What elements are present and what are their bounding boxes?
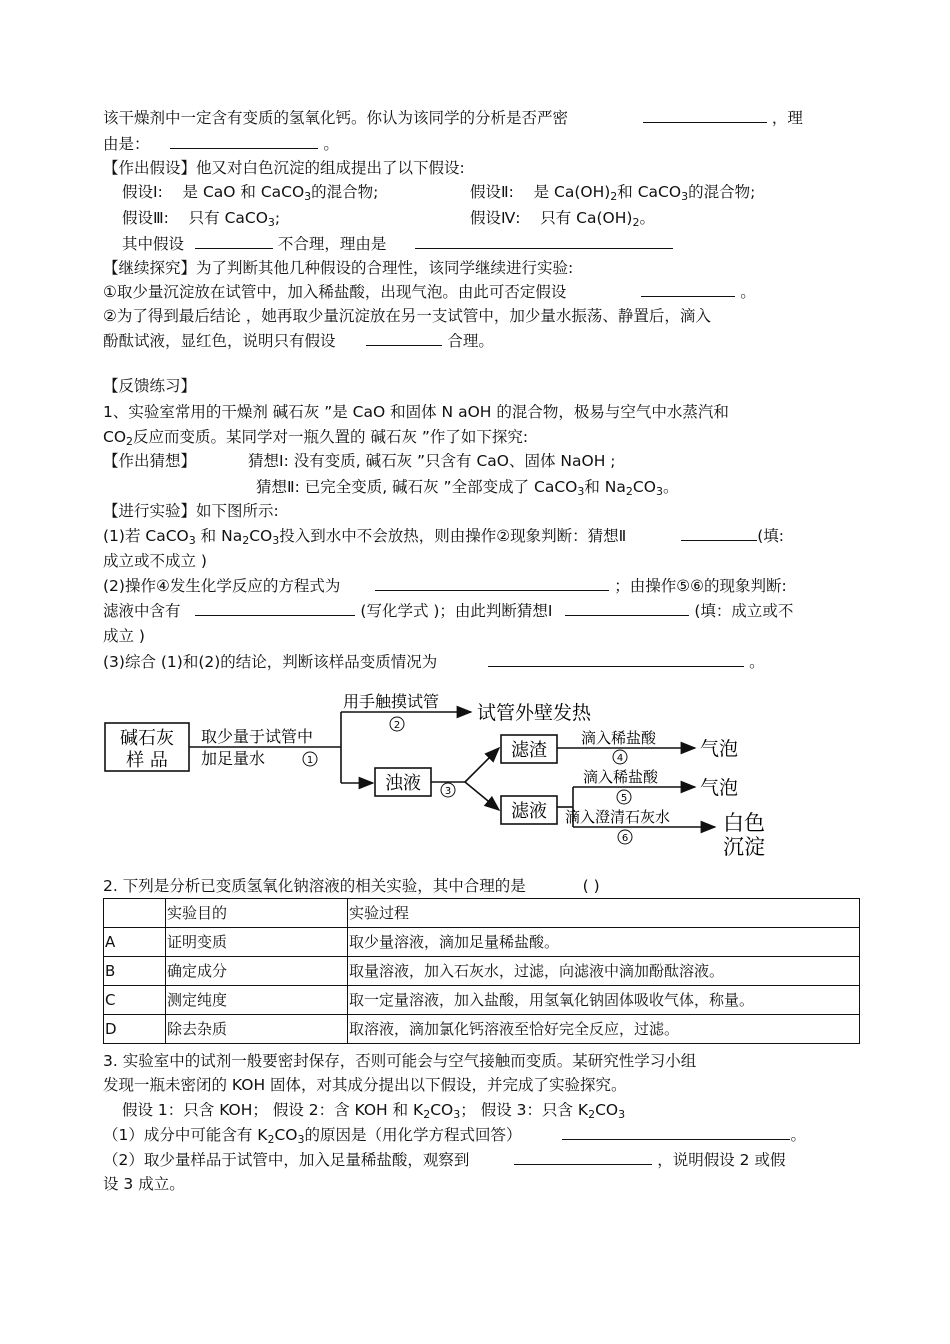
q3-line-1: 3. 实验室中的试剂一般要密封保存，否则可能会与空气接触而变质。某研究性学习小组 [103, 1052, 697, 1070]
hypothesis-2: 假设Ⅱ: 是 $Ca(OH)_2$和 CaCO$_3$的混合物; [470, 183, 756, 203]
part-2-line-2: 滤液中含有 (写化学式 )；由此判断猜想Ⅰ (填：成立或不 [103, 602, 794, 620]
q2-stem: 2. 下列是分析已变质氢氧化钠溶液的相关实验，其中合理的是 ( ) [103, 877, 600, 895]
hypothesis-header: 【作出假设】他又对白色沉淀的组成提出了以下假设: [103, 159, 465, 177]
table-row: C 测定纯度 取一定量溶液，加入盐酸，用氢氧化钠固体吸收气体，称量。 [104, 986, 860, 1015]
answer-blank[interactable] [514, 1150, 652, 1165]
answer-blank[interactable] [415, 234, 673, 249]
answer-blank[interactable] [562, 1125, 790, 1140]
answer-paren[interactable]: ( ) [582, 877, 600, 895]
q3-hypotheses: 假设 1：只含 KOH； 假设 2：含 KOH 和 $K_2CO_3$； 假设 3：只含 $K_2CO_3$ [122, 1101, 626, 1121]
feedback-header: 【反馈练习】 [103, 377, 197, 395]
hypothesis-3: 假设Ⅲ: 只有 CaCO$_3$; [122, 209, 281, 229]
step3-number: 3 [444, 786, 452, 797]
q2-table [103, 898, 860, 1044]
white-precipitate-1: 白色 [723, 811, 765, 835]
q3-step-1: （1）成分中可能含有 $K_2CO_3$的原因是（用化学方程式回答） 。 [103, 1126, 806, 1146]
table-row: B 确定成分 取量溶液，加入石灰水，过滤，向滤液中滴加酚酞溶液。 [104, 957, 860, 986]
part-1: (1)若 CaCO$_3$ 和 $Na_2CO_3$投入到水中不会放热，则由操作②现象判断：猜想Ⅱ (填: [103, 527, 784, 547]
part-2-line-3: 成立 ) [103, 627, 145, 645]
step1-number: 1 [306, 755, 314, 766]
guess-header: 【作出猜想】 [103, 452, 197, 470]
step4-number: 4 [616, 753, 624, 764]
answer-blank[interactable] [375, 576, 609, 591]
sample-label-1: 碱石灰 [120, 728, 174, 749]
guess-2: 猜想Ⅱ: 已完全变质, 碱石灰 ”全部变成了 CaCO$_3$和 $Na_2CO_3$。 [256, 478, 679, 498]
q3-step-2: （2）取少量样品于试管中，加入足量稀盐酸，观察到 ，说明假设 2 或假 [103, 1151, 786, 1169]
answer-blank[interactable] [488, 652, 744, 667]
step1-bottom-label: 加足量水 [201, 749, 266, 768]
answer-blank[interactable] [195, 234, 273, 249]
step2-number: 2 [393, 720, 401, 731]
intro-line-1: 该干燥剂中一定含有变质的氢氧化钙。你认为该同学的分析是否严密 ，理 [103, 109, 803, 127]
acid1-label: 滴入稀盐酸 [581, 729, 657, 747]
q1-line-2: $CO_2$反应而变质。某同学对一瓶久置的 碱石灰 ”作了如下探究: [103, 428, 529, 448]
part-3: (3)综合 (1)和(2)的结论，判断该样品变质情况为 。 [103, 653, 765, 671]
experiment-flow-diagram [103, 690, 793, 860]
filtrate-label: 滤液 [511, 801, 547, 822]
gas1-result: 气泡 [700, 738, 739, 760]
explore-step-3: 酚酞试液，显红色，说明只有假设 合理。 [103, 332, 494, 350]
residue-label: 滤渣 [511, 740, 547, 761]
explore-step-2: ②为了得到最后结论 ，她再取少量沉淀放在另一支试管中，加少量水振荡、静置后，滴入 [103, 307, 711, 325]
explore-step-1: ①取少量沉淀放在试管中，加入稀盐酸，出现气泡。由此可否定假设 。 [103, 283, 756, 301]
guess-1: 猜想Ⅰ: 没有变质, 碱石灰 ”只含有 CaO、固体 NaOH ; [248, 452, 616, 470]
answer-blank[interactable] [195, 601, 355, 616]
answer-blank[interactable] [366, 331, 442, 346]
hypothesis-4: 假设Ⅳ: 只有 $Ca(OH)_2$。 [470, 209, 655, 229]
touch-label: 用手触摸试管 [343, 692, 440, 711]
answer-blank[interactable] [641, 282, 735, 297]
step5-number: 5 [620, 793, 628, 804]
turbid-label: 浊液 [385, 773, 421, 794]
q3-line-2: 发现一瓶未密闭的 KOH 固体，对其成分提出以下假设，并完成了实验探究。 [103, 1076, 627, 1094]
to-filtrate-arrow [465, 782, 499, 810]
gas2-result: 气泡 [700, 777, 739, 799]
part-2: (2)操作④发生化学反应的方程式为 ；由操作⑤⑥的现象判断: [103, 577, 787, 595]
unreasonable-line: 其中假设 不合理，理由是 [122, 234, 673, 254]
answer-blank[interactable] [643, 108, 767, 123]
to-residue-arrow [465, 748, 499, 782]
step6-number: 6 [621, 833, 629, 844]
hypothesis-1: 假设Ⅰ: 是 CaO 和 CaCO$_3$的混合物; [122, 183, 379, 203]
acid2-label: 滴入稀盐酸 [583, 768, 659, 786]
limewater-label: 滴入澄清石灰水 [565, 808, 671, 826]
white-precipitate-2: 沉淀 [723, 835, 765, 859]
step1-top-label: 取少量于试管中 [201, 727, 314, 746]
table-header-row: 实验目的 实验过程 [104, 899, 860, 928]
explore-header: 【继续探究】为了判断其他几种假设的合理性，该同学继续进行实验: [103, 259, 574, 277]
answer-blank[interactable] [681, 526, 757, 541]
q3-step-2-line-2: 设 3 成立。 [103, 1175, 185, 1193]
answer-blank[interactable] [170, 134, 318, 149]
intro-line-2: 由是： 。 [103, 135, 339, 153]
experiment-header: 【进行实验】如下图所示: [103, 502, 279, 520]
answer-blank[interactable] [565, 601, 689, 616]
hot-result: 试管外壁发热 [477, 702, 592, 724]
q1-line-1: 1、实验室常用的干燥剂 碱石灰 ”是 CaO 和固体 N aOH 的混合物，极易与空气中水蒸汽和 [103, 403, 729, 421]
sample-label-2: 样 品 [126, 750, 168, 771]
part-1-line-2: 成立或不成立 ) [103, 552, 207, 570]
table-row: D 除去杂质 取溶液，滴加氯化钙溶液至恰好完全反应，过滤。 [104, 1015, 860, 1044]
table-row: A 证明变质 取少量溶液，滴加足量稀盐酸。 [104, 928, 860, 957]
